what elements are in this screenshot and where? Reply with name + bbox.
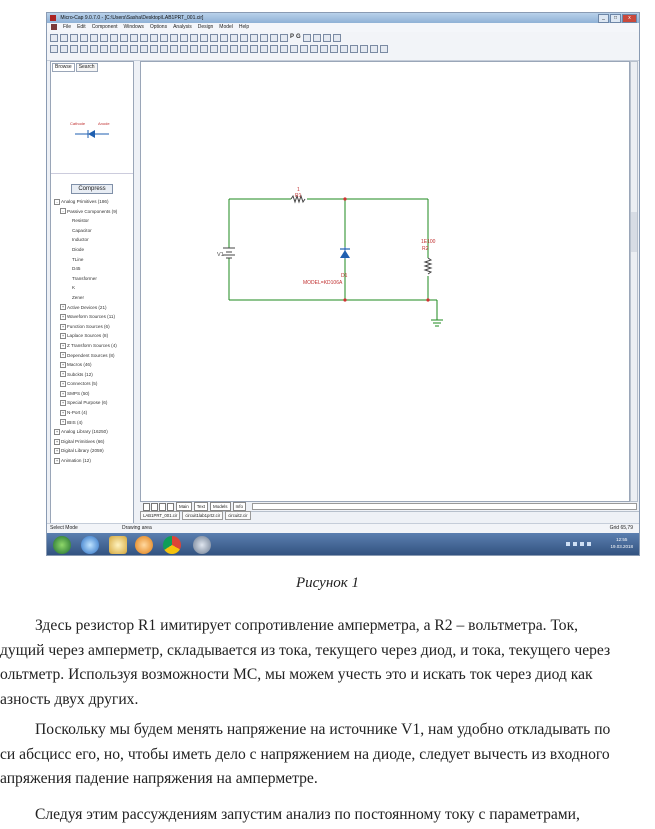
collapse-icon[interactable]: - <box>54 199 60 205</box>
tree-item[interactable] <box>54 226 133 236</box>
mirror-icon[interactable] <box>250 45 258 53</box>
tree-item[interactable] <box>54 197 133 207</box>
tree-item[interactable] <box>54 207 133 217</box>
anode-label: Anode <box>98 121 110 126</box>
tree-item-label: Digital Library (2059) <box>61 448 104 454</box>
rectangle-tool-icon[interactable] <box>100 45 108 53</box>
zoom-fit-icon[interactable] <box>370 45 378 53</box>
tree-item[interactable] <box>54 360 133 370</box>
maximize-button[interactable]: □ <box>610 14 621 23</box>
current-icon[interactable] <box>210 45 218 53</box>
cut-icon[interactable] <box>130 34 138 42</box>
tree-item-label: Function Sources (6) <box>67 323 110 329</box>
pin-names-icon[interactable] <box>180 45 188 53</box>
inductor-icon[interactable] <box>200 34 208 42</box>
tree-item[interactable] <box>54 216 133 226</box>
network-icon[interactable] <box>566 542 570 546</box>
open-file-icon[interactable] <box>60 34 68 42</box>
expand-icon[interactable]: + <box>61 333 65 339</box>
help-tool-icon[interactable] <box>160 45 168 53</box>
expand-icon[interactable]: + <box>55 438 59 444</box>
opamp-icon[interactable] <box>240 34 248 42</box>
tree-item-label: Transformer <box>72 275 97 281</box>
flag-tool-icon[interactable] <box>140 45 148 53</box>
menu-analysis[interactable]: Analysis <box>173 24 192 30</box>
text-line: дущий через амперметр, складывается из тока, текущего через диод, и тока, текущего через <box>0 641 611 659</box>
point-to-end-icon[interactable] <box>170 45 178 53</box>
tab-browse[interactable]: Browse <box>52 63 75 72</box>
bookmark-icon[interactable] <box>320 45 328 53</box>
copy-icon[interactable] <box>140 34 148 42</box>
micro-cap-taskbar-icon[interactable] <box>193 536 211 554</box>
status-grid: Grid 65,79 <box>609 525 633 531</box>
tree-item[interactable] <box>54 264 133 274</box>
clock-date: 19.03.2018 <box>610 544 633 549</box>
prev-page-icon[interactable] <box>151 503 158 511</box>
status-mode: Select Mode <box>50 525 78 531</box>
chrome-icon[interactable] <box>163 536 181 554</box>
diode-icon[interactable] <box>210 34 218 42</box>
tree-item[interactable] <box>54 456 133 466</box>
window-tile-icon[interactable] <box>250 34 258 42</box>
expand-icon[interactable]: + <box>61 419 65 425</box>
tree-item-label: TLine <box>72 256 84 262</box>
last-page-icon[interactable] <box>167 503 174 511</box>
zoom-out-icon[interactable] <box>360 45 368 53</box>
system-tray <box>566 542 591 546</box>
tree-item[interactable] <box>54 312 133 322</box>
v1-label: V1 <box>217 252 224 258</box>
next-page-icon[interactable] <box>159 503 166 511</box>
tree-item[interactable] <box>54 255 133 265</box>
clock[interactable] <box>610 536 633 550</box>
d1-model: MODEL=KD106A <box>303 280 343 286</box>
ground-icon[interactable] <box>170 34 178 42</box>
tree-item-label: K <box>72 285 76 291</box>
new-file-icon[interactable] <box>50 34 58 42</box>
tree-item[interactable] <box>54 322 133 332</box>
app-icon <box>50 15 56 21</box>
rotate-right-icon[interactable] <box>240 45 248 53</box>
zoom-in-icon[interactable] <box>350 45 358 53</box>
text-line: Здесь резистор R1 имитирует сопротивление амперметра, а R2 – вольтметра. Ток, <box>35 617 579 634</box>
tab-search[interactable]: Search <box>76 63 98 72</box>
battery-icon[interactable] <box>220 34 228 42</box>
ellipse-tool-icon[interactable] <box>110 45 118 53</box>
tree-item[interactable] <box>54 303 133 313</box>
expand-icon[interactable]: + <box>55 457 59 463</box>
tree-item-label: Capacitor <box>72 227 92 233</box>
paragraph-3 <box>0 803 652 828</box>
menu-bar <box>47 23 639 32</box>
select-tool-icon[interactable] <box>50 45 58 53</box>
voltage-source-v1-icon[interactable] <box>223 248 235 258</box>
menu-model[interactable]: Model <box>219 24 233 30</box>
transistor-icon[interactable] <box>230 34 238 42</box>
r2-value: 1E100 <box>421 239 436 245</box>
tree-item[interactable] <box>54 427 133 437</box>
r2-name: R2 <box>422 246 429 252</box>
menu-component[interactable]: Component <box>91 24 118 30</box>
status-area: Drawing area <box>122 525 152 531</box>
calculator-icon[interactable] <box>300 45 308 53</box>
print-preview-icon[interactable] <box>100 34 108 42</box>
tree-item[interactable] <box>54 293 133 303</box>
expand-icon[interactable]: + <box>61 342 65 348</box>
tree-item-label: Zener <box>72 294 85 300</box>
file-tabs <box>140 511 251 520</box>
tree-item-label: Dependent Sources (8) <box>67 352 115 358</box>
diode-d1-icon[interactable] <box>340 247 350 259</box>
d1-name: D1 <box>341 273 348 279</box>
rotate-icon[interactable] <box>333 34 341 42</box>
node-voltages-icon[interactable] <box>200 45 208 53</box>
paragraph-2 <box>0 718 652 792</box>
redo-icon[interactable] <box>120 34 128 42</box>
windows-taskbar <box>47 533 639 556</box>
paragraph-1 <box>0 614 652 712</box>
tree-item-label: Subckts (12) <box>67 371 93 377</box>
text-line: Следуя этим рассуждениям запустим анализ по постоянному току с параметрами, <box>35 806 580 823</box>
tree-item-label: SMPS (50) <box>67 390 90 396</box>
resistor-r2-icon[interactable] <box>425 258 431 274</box>
tree-item[interactable] <box>54 245 133 255</box>
attribute-icon[interactable] <box>290 45 298 53</box>
expand-icon[interactable]: + <box>61 390 65 396</box>
component-tree <box>51 197 133 466</box>
tree-item-label: Z Transform Sources (4) <box>67 342 117 348</box>
info-tool-icon[interactable] <box>150 45 158 53</box>
tree-item[interactable] <box>54 370 133 380</box>
tree-item[interactable] <box>54 389 133 399</box>
menu-help[interactable]: Help <box>238 24 250 30</box>
tree-item[interactable] <box>54 351 133 361</box>
tree-item-label: Active Devices (21) <box>67 304 107 310</box>
tree-item-label: Waveform Sources (11) <box>67 314 115 320</box>
tree-item[interactable] <box>54 446 133 456</box>
status-bar <box>47 523 639 533</box>
flag-icon[interactable] <box>573 542 577 546</box>
canvas-horizontal-scrollbar[interactable] <box>252 503 637 510</box>
component-browser-panel <box>50 61 134 533</box>
volume-icon[interactable] <box>580 542 584 546</box>
tab-main[interactable]: Main <box>176 502 192 511</box>
tree-item[interactable] <box>54 408 133 418</box>
step-icon[interactable] <box>270 45 278 53</box>
tree-item-label: Inductor <box>72 237 89 243</box>
expand-icon[interactable]: + <box>61 323 65 329</box>
text-line: Поскольку мы будем менять напряжение на источнике V1, нам удобно откладывать по <box>35 721 611 738</box>
text-line: си абсцисс его, но, чтобы иметь дело с напряжением на диоде, следует вычесть из входного <box>0 745 610 763</box>
expand-icon[interactable]: + <box>61 313 65 319</box>
canvas-vertical-scrollbar[interactable] <box>630 61 638 502</box>
flip-x-icon[interactable] <box>260 45 268 53</box>
grid-button[interactable]: G <box>296 34 301 40</box>
tab-text[interactable]: Text <box>194 502 208 511</box>
r1-number: 1 <box>297 187 300 193</box>
text-line: апряжения падение напряжения на амперметре. <box>0 770 318 787</box>
tree-item-label: Analog Primitives (186) <box>61 199 109 204</box>
stop-icon[interactable] <box>340 45 348 53</box>
menu-design[interactable]: Design <box>197 24 214 30</box>
component-preview <box>51 73 133 174</box>
tree-item-label: Animation (12) <box>61 458 91 464</box>
media-player-icon[interactable] <box>135 536 153 554</box>
clock-time: 12:55 <box>616 537 628 542</box>
rotate-left-icon[interactable] <box>230 45 238 53</box>
window-cascade-icon[interactable] <box>260 34 268 42</box>
wire-tool-icon[interactable] <box>60 45 68 53</box>
tree-item-label: N-Port (4) <box>67 410 88 416</box>
arc-tool-icon[interactable] <box>120 45 128 53</box>
scroll-thumb[interactable] <box>631 212 637 252</box>
delete-icon[interactable] <box>160 34 168 42</box>
font-icon[interactable] <box>380 45 388 53</box>
node-dot <box>343 298 346 301</box>
node-dot <box>343 197 346 200</box>
resistor-icon[interactable] <box>180 34 188 42</box>
start-button-icon[interactable] <box>53 536 71 554</box>
tree-item-label: Digital Primitives (66) <box>61 438 105 444</box>
tree-item[interactable] <box>54 283 133 293</box>
component-browser-icon[interactable] <box>303 34 311 42</box>
node-numbers-icon[interactable] <box>190 45 198 53</box>
tree-item-label: Special Purpose (6) <box>67 400 108 406</box>
tree-item-label: Analog Library (16250) <box>61 429 108 435</box>
refresh-icon[interactable] <box>310 45 318 53</box>
grid-snap-icon[interactable] <box>280 45 288 53</box>
expand-icon[interactable]: + <box>61 352 65 358</box>
menu-edit[interactable]: Edit <box>77 24 86 30</box>
expand-icon[interactable]: + <box>61 371 65 377</box>
record-icon[interactable] <box>330 45 338 53</box>
file-tab-lab1prt[interactable]: LAB1PRT_001.cir <box>140 511 180 520</box>
expand-icon[interactable]: + <box>55 429 59 435</box>
micro-cap-screenshot <box>46 12 640 556</box>
circuit-schematic <box>141 62 629 501</box>
expand-icon[interactable]: + <box>55 448 59 454</box>
file-tab-circuit2[interactable]: circuit2.cir <box>225 511 250 520</box>
window-titlebar <box>47 13 639 23</box>
flip-icon[interactable] <box>323 34 331 42</box>
schematic-canvas[interactable] <box>140 61 630 502</box>
tree-item[interactable] <box>54 274 133 284</box>
tree-item[interactable] <box>54 418 133 428</box>
tree-item-label: D45 <box>72 266 81 272</box>
close-button[interactable]: x <box>622 14 637 23</box>
minimize-button[interactable]: _ <box>598 14 609 23</box>
compress-button[interactable]: Compress <box>71 184 113 194</box>
file-tab-circuit1[interactable]: circuit1lab1prt2.cir <box>182 511 223 520</box>
find-icon[interactable] <box>313 34 321 42</box>
window-split-icon[interactable] <box>270 34 278 42</box>
first-page-icon[interactable] <box>143 503 150 511</box>
ground-icon[interactable] <box>431 320 443 326</box>
text-line: ольтметр. Используя возможности МС, мы можем учесть это и искать ток через диод как <box>0 666 593 683</box>
tree-item-label: Diode <box>72 246 85 252</box>
language-icon[interactable] <box>587 542 591 546</box>
menu-windows[interactable]: Windows <box>123 24 144 30</box>
pie-tool-icon[interactable] <box>130 45 138 53</box>
document-icon <box>51 24 57 30</box>
tree-item-label: Passive Components (9) <box>67 208 118 214</box>
wires <box>229 199 437 320</box>
diode-preview-icon <box>51 73 133 173</box>
tree-item-label: Resistor <box>72 218 89 224</box>
paste-icon[interactable] <box>150 34 158 42</box>
tree-item-label: Laplace Sources (8) <box>67 333 109 339</box>
tree-item-label: IBIS (4) <box>67 419 83 425</box>
expand-icon[interactable]: + <box>61 381 65 387</box>
tree-item-label: Macros (46) <box>67 362 92 368</box>
tree-item[interactable] <box>54 437 133 447</box>
figure-caption: Рисунок 1 <box>295 575 360 591</box>
menu-file[interactable]: File <box>63 24 72 30</box>
tree-item[interactable] <box>54 235 133 245</box>
tab-info[interactable]: Info <box>233 502 247 511</box>
expand-icon[interactable]: + <box>61 361 65 367</box>
cathode-label: Cathode <box>70 121 86 126</box>
drawing-toolbar <box>47 43 639 61</box>
probe-button[interactable]: P <box>290 34 295 40</box>
text-line: азность двух других. <box>0 690 139 708</box>
bus-tool-icon[interactable] <box>80 45 88 53</box>
node-dot <box>426 298 429 301</box>
window-list-icon[interactable] <box>280 34 288 42</box>
expand-icon[interactable]: + <box>61 304 65 310</box>
menu-options[interactable]: Options <box>149 24 168 30</box>
tree-item-label: Connectors (5) <box>67 381 98 387</box>
r1-name: R1 <box>295 193 302 199</box>
capacitor-icon[interactable] <box>190 34 198 42</box>
internet-explorer-icon[interactable] <box>81 536 99 554</box>
line-tool-icon[interactable] <box>90 45 98 53</box>
tree-item[interactable] <box>54 398 133 408</box>
expand-icon[interactable]: + <box>61 400 65 406</box>
save-icon[interactable] <box>70 34 78 42</box>
tree-item[interactable] <box>54 379 133 389</box>
save-all-icon[interactable] <box>80 34 88 42</box>
collapse-icon[interactable]: - <box>60 208 66 214</box>
tab-models[interactable]: Models <box>210 502 231 511</box>
file-explorer-icon[interactable] <box>109 536 127 554</box>
expand-icon[interactable]: + <box>61 409 65 415</box>
tree-item[interactable] <box>54 331 133 341</box>
text-tool-icon[interactable] <box>70 45 78 53</box>
window-title: Micro-Cap 9.0.7.0 - [C:\Users\Sasha\Desktop\LAB1PRT_001.cir] <box>60 15 204 21</box>
print-icon[interactable] <box>90 34 98 42</box>
tree-item[interactable] <box>54 341 133 351</box>
power-icon[interactable] <box>220 45 228 53</box>
undo-icon[interactable] <box>110 34 118 42</box>
